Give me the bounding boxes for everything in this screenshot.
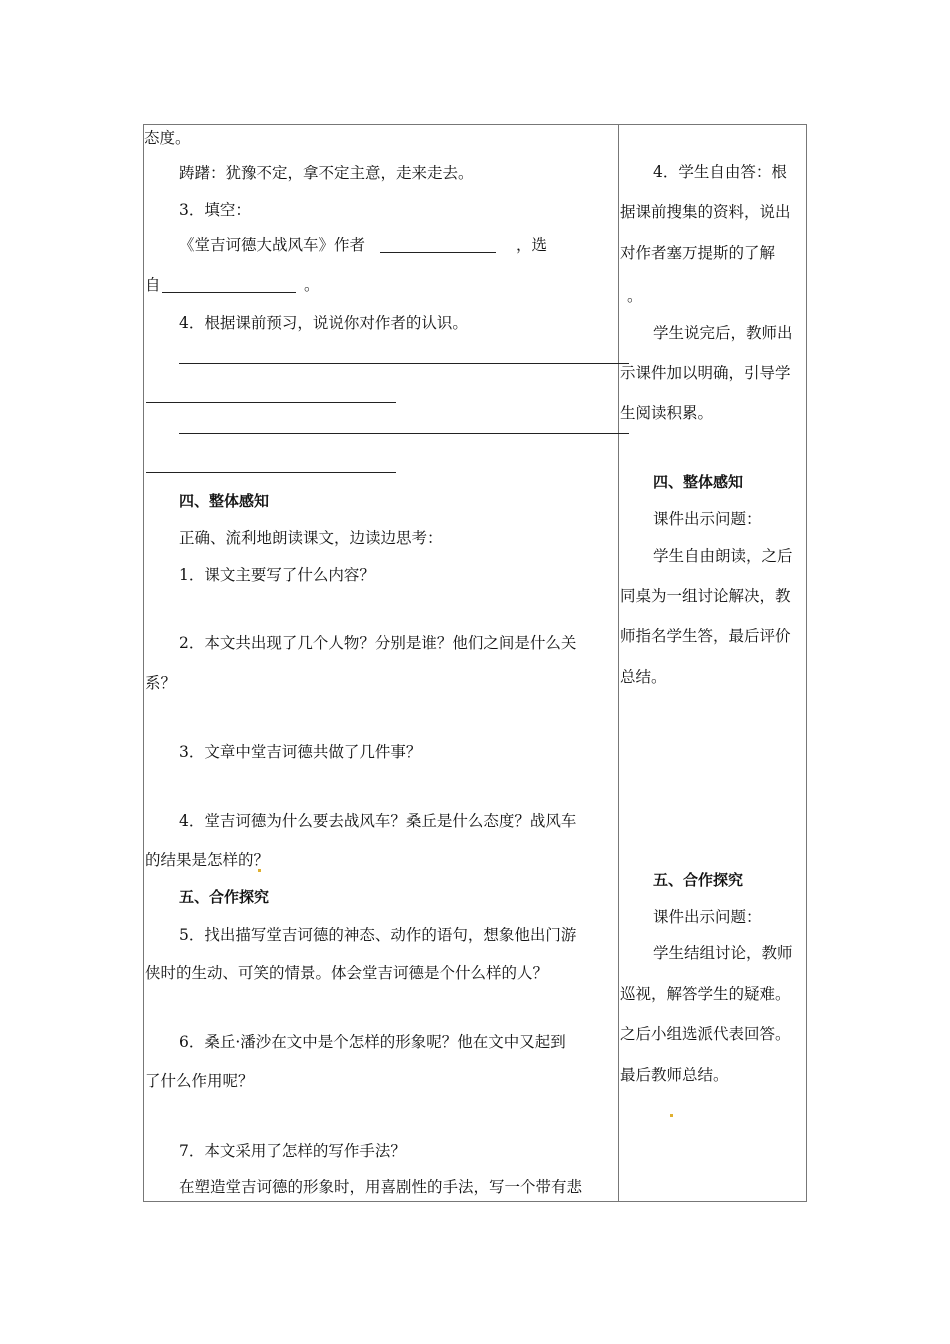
text-line: 4．学生自由答：根	[653, 163, 787, 181]
text-line: 课件出示问题：	[653, 510, 762, 528]
text-line: 正确、流利地朗读课文，边读边思考：	[179, 529, 443, 547]
answer-line[interactable]	[146, 402, 396, 403]
text-line: 2．本文共出现了几个人物？分别是谁？他们之间是什么关	[179, 634, 577, 652]
answer-line[interactable]	[179, 363, 629, 364]
answer-line[interactable]	[146, 472, 396, 473]
text-line: 侠时的生动、可笑的情景。体会堂吉诃德是个什么样的人？	[145, 964, 549, 982]
text-line: 了什么作用呢？	[145, 1072, 254, 1090]
text-line: 。	[304, 276, 320, 294]
text-line: 4．根据课前预习，说说你对作者的认识。	[179, 314, 468, 332]
text-line: 1．课文主要写了什么内容？	[179, 566, 375, 584]
text-line: 在塑造堂吉诃德的形象时，用喜剧性的手法，写一个带有悲	[179, 1178, 583, 1196]
text-line: 3．填空：	[179, 201, 251, 219]
text-line: 。	[627, 287, 643, 305]
author-blank[interactable]	[380, 252, 496, 253]
text-line: 据课前搜集的资料，说出	[620, 203, 791, 221]
text-line: 系？	[145, 674, 177, 692]
text-line: 学生结组讨论，教师	[653, 944, 793, 962]
text-line: 之后小组选派代表回答。	[620, 1025, 791, 1043]
text-line: 踌躇：犹豫不定，拿不定主意，走来走去。	[179, 164, 474, 182]
lesson-table	[143, 124, 807, 1202]
text-line: 6．桑丘·潘沙在文中是个怎样的形象呢？他在文中又起到	[179, 1033, 566, 1051]
text-line: 3．文章中堂吉诃德共做了几件事？	[179, 743, 422, 761]
text-line: 《堂吉诃德大战风车》作者	[179, 236, 366, 254]
text-line: 课件出示问题：	[653, 908, 762, 926]
text-line: 对作者塞万提斯的了解	[620, 244, 776, 262]
text-line: 最后教师总结。	[620, 1066, 729, 1084]
text-line: 生阅读积累。	[620, 404, 714, 422]
source-blank[interactable]	[162, 292, 296, 293]
text-line: 7．本文采用了怎样的写作手法？	[179, 1142, 406, 1160]
stray-mark	[670, 1114, 673, 1117]
section-heading: 四、整体感知	[179, 492, 270, 510]
text-line: 学生自由朗读，之后	[653, 547, 793, 565]
section-heading: 五、合作探究	[653, 871, 744, 889]
text-line: 总结。	[620, 668, 667, 686]
column-divider	[618, 125, 619, 1201]
text-line: 态度。	[144, 129, 191, 147]
text-line: 5．找出描写堂吉诃德的神态、动作的语句，想象他出门游	[179, 926, 577, 944]
text-line: 同桌为一组讨论解决，教	[620, 587, 791, 605]
text-line: 的结果是怎样的？	[145, 851, 270, 869]
text-line: 巡视，解答学生的疑难。	[620, 985, 791, 1003]
text-line: 学生说完后，教师出	[653, 324, 793, 342]
text-line: 师指名学生答，最后评价	[620, 627, 791, 645]
text-line: 4．堂吉诃德为什么要去战风车？桑丘是什么态度？战风车	[179, 812, 577, 830]
stray-mark	[258, 869, 261, 872]
text-line: ，选	[516, 236, 548, 254]
section-heading: 四、整体感知	[653, 473, 744, 491]
answer-line[interactable]	[179, 433, 629, 434]
text-line: 自	[145, 276, 161, 294]
text-line: 示课件加以明确，引导学	[620, 364, 791, 382]
section-heading: 五、合作探究	[179, 888, 270, 906]
